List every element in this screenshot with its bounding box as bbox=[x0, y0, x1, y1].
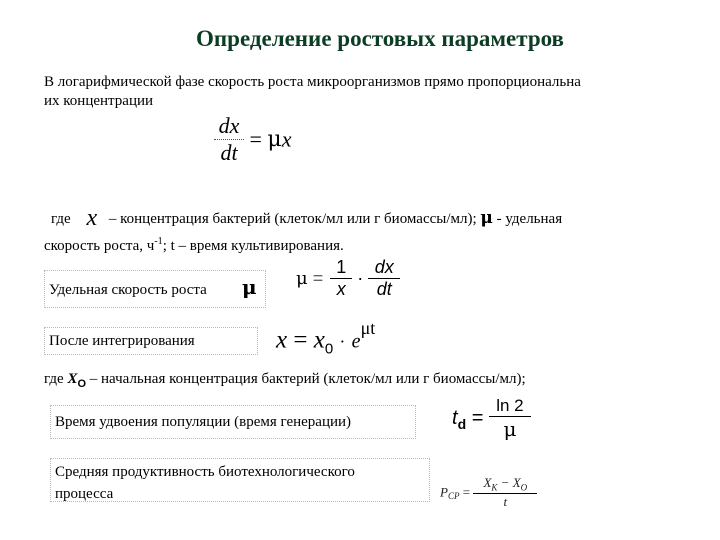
eq1-equals: = bbox=[249, 126, 268, 152]
x0-note-text: – начальная концентрация бактерий (клеток/мл или г биомассы/мл); bbox=[86, 371, 526, 387]
productivity-label-2: процесса bbox=[55, 486, 114, 502]
specific-rate-lhs: μ bbox=[296, 268, 308, 289]
eq1-denominator: dt bbox=[220, 140, 238, 165]
productivity-num-a-sub: K bbox=[491, 482, 498, 493]
page-title: Определение ростовых параметров bbox=[196, 26, 564, 51]
productivity-num-b: X bbox=[512, 475, 521, 490]
doubling-eq: = bbox=[471, 407, 484, 429]
specific-rate-frac2-num: dx bbox=[374, 257, 394, 277]
definitions-time-text: ; t – время культивирования. bbox=[162, 238, 344, 254]
definitions-prefix: где bbox=[51, 211, 71, 227]
productivity-lhs-sub: CP bbox=[447, 490, 460, 501]
eq1-x: x bbox=[281, 126, 292, 152]
definitions-line-2 bbox=[44, 233, 344, 255]
specific-rate-frac1-den: x bbox=[336, 279, 346, 299]
definitions-rate-units: скорость роста, ч bbox=[44, 238, 155, 254]
x0-note-prefix: где bbox=[44, 371, 68, 387]
definitions-text-b: - удельная bbox=[492, 211, 563, 227]
specific-rate-formula bbox=[296, 257, 400, 300]
productivity-num-op: − bbox=[497, 475, 513, 490]
growth-equation bbox=[214, 113, 292, 166]
specific-rate-eq: = bbox=[312, 268, 324, 288]
doubling-lhs-sub: d bbox=[457, 415, 467, 432]
specific-rate-frac1-num: 1 bbox=[336, 257, 347, 277]
specific-rate-mu: μ bbox=[242, 275, 257, 299]
productivity-box bbox=[50, 458, 430, 502]
integration-exponent: μt bbox=[360, 318, 376, 338]
definitions-line-1 bbox=[51, 205, 563, 231]
integration-e: e bbox=[351, 330, 361, 353]
productivity-num-b-sub: O bbox=[520, 482, 528, 493]
productivity-num-a: X bbox=[483, 475, 492, 490]
integration-lhs: x bbox=[276, 326, 288, 354]
doubling-den: μ bbox=[503, 417, 517, 441]
specific-rate-box bbox=[44, 270, 266, 308]
intro-line-2: их концентрации bbox=[44, 93, 154, 109]
doubling-label: Время удвоения популяции (время генерации) bbox=[55, 414, 352, 430]
doubling-lhs: t bbox=[452, 407, 458, 429]
integration-x0-sub: 0 bbox=[324, 340, 334, 358]
x0-note bbox=[44, 370, 526, 393]
definitions-mu: μ bbox=[480, 208, 493, 228]
productivity-lhs: P bbox=[440, 484, 448, 500]
integration-x0: x bbox=[313, 326, 325, 354]
productivity-den: t bbox=[503, 493, 508, 509]
x0-note-sub: O bbox=[77, 378, 87, 390]
doubling-box bbox=[50, 405, 416, 439]
specific-rate-label: Удельная скорость роста bbox=[49, 282, 207, 298]
definitions-rate-exponent: -1 bbox=[154, 236, 163, 247]
integration-dot: · bbox=[339, 331, 346, 352]
eq1-mu: μ bbox=[267, 127, 282, 152]
intro-line-1: В логарифмической фазе скорость роста микроорганизмов прямо пропорциональна bbox=[44, 74, 581, 90]
integration-label: После интегрирования bbox=[49, 333, 195, 349]
doubling-formula bbox=[452, 396, 531, 441]
productivity-eq: = bbox=[462, 484, 471, 500]
integration-formula bbox=[276, 318, 376, 358]
productivity-label-1: Средняя продуктивность биотехнологического bbox=[55, 464, 355, 480]
definitions-x: x bbox=[86, 205, 98, 231]
integration-box bbox=[44, 327, 258, 355]
x0-note-symbol: X bbox=[67, 371, 78, 387]
doubling-num: ln 2 bbox=[496, 396, 524, 415]
integration-eq: = bbox=[293, 326, 308, 354]
definitions-text-a: – концентрация бактерий (клеток/мл или г биомассы/мл); bbox=[105, 211, 481, 227]
specific-rate-dot: · bbox=[357, 268, 364, 288]
eq1-numerator: dx bbox=[218, 113, 240, 138]
productivity-formula bbox=[440, 475, 537, 510]
specific-rate-frac2-den: dt bbox=[376, 279, 392, 299]
